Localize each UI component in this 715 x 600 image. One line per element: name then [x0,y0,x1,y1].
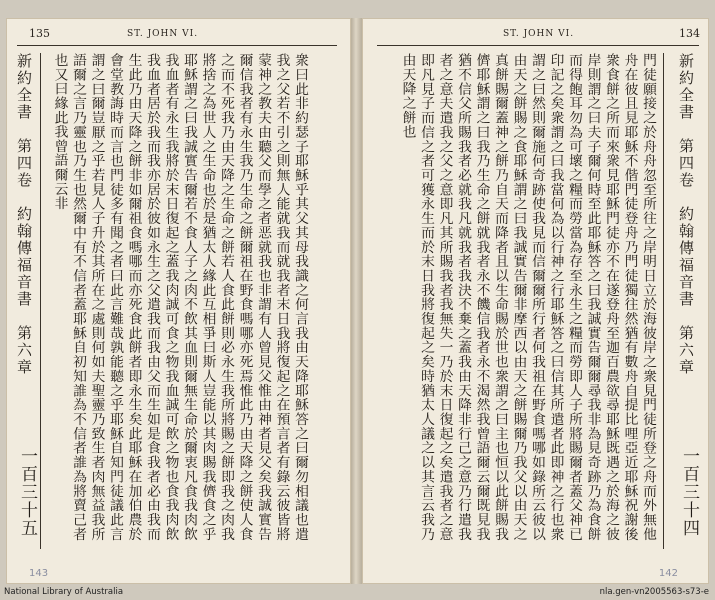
running-header: ST. JOHN VI. [127,29,199,39]
meta-book: 約翰傳福音書 [677,206,695,308]
meta-volume: 第四卷 [15,138,33,189]
page-mark: 一百三十五 [17,447,37,537]
book-meta-column [15,53,32,376]
right-page [362,18,709,584]
page-number: 135 [29,27,50,40]
footer-credit: National Library of Australia [4,587,124,597]
meta-volume: 第四卷 [677,138,695,189]
footer-identifier: nla.gen-vn2005563-s73-e [599,587,709,597]
pencil-note: 143 [29,568,49,579]
book-gutter [351,18,362,584]
page-mark: 一百三十四 [679,447,699,537]
scripture-text: 門徒願接之於舟舟忽至所往之岸明日立於海彼岸之衆見門徒所登之舟而外無他舟在彼且見耶穌不偕門徒登舟乃門徒獨往然猶有數舟自提比哩亞近耶穌祝謝後衆食餅之所而來衆見耶穌門徒亦不在遂登舟至迦百農欲尋耶穌既遇之於海之彼岸則謂之曰夫子爾何時至此耶穌答之曰我誠實告爾爾尋我非為見奇跡乃為食餅而得飽耳勿為可壞之糧而勞當為存至永生之糧而勞即人子所將賜爾者蓋父神已印記之矣衆謂之曰我當何為以行神之行耶穌答之曰信其所遣者此即神之行也衆謂之曰然則爾施何奇跡使我見而信爾爾所行者何我祖在野食嗎哪如錄所云彼以由天之餅賜之食耶穌謂之曰我誠實告爾非摩西以由天之餅賜爾乃我父以由天之真餅賜爾蓋神之餅乃自天而降者且以生命賜於世也衆謂之曰主也恒以此餅賜我儕耶穌謂之曰我乃生命之餅就我者永不饑信我者永不渴然我曾語爾云爾既見我猶不信父所賜我者必就我凡就我者我決不棄之蓋我由天降非行己之意乃行遣我者之意夫遣我之父之意即凡其所賜我者我無失一乃於末日復起之矣遣我者之意即凡見子而信之者可獲永生而於末日我將復起之矣時猶太人議之以其言云我乃由天降之餅也 [399,53,656,541]
running-header: ST. JOHN VI. [503,29,575,39]
column-rule [40,53,41,549]
pencil-note: 142 [658,568,678,579]
meta-title: 新約全書 [15,53,33,121]
meta-chapter: 第六章 [15,325,33,376]
left-page [6,18,351,584]
meta-chapter: 第六章 [677,325,695,376]
page-number: 134 [679,27,700,40]
meta-title: 新約全書 [677,53,695,121]
scripture-text: 衆曰此非約瑟子耶穌乎其父其母我識之何言我由天降耶穌答之曰爾勿相議也遣我之父若不引之則無人能就我而就我者末日我將復起之在預言者有錄云彼皆將蒙神之教夫由聽父而學之者恶就我也非謂有人曾見父惟由神者見父矣我誠實告爾信我者有永生我乃生命之餅爾祖在野食嗎哪亦死焉惟此乃由天降之餅使人食之而不死我乃由天降之生命之餅若人食此餅則必永生我所將賜之餅即我之肉我將捨之為世人之生命也於是猶太人緣此互相爭曰斯人豈能以其肉賜我儕食之乎耶穌謂之曰我誠實告爾若不食人子之肉不飲其血則爾無生命於爾衷凡食我肉飲我血者有永生我將於末日復起之蓋我肉誠可食之物我血誠可飲之物也食我肉飲我血者居於我而我亦居於彼如永生之父遣我而我由父而生如是食我者必由我而生此乃由天降之餅非如爾祖食嗎哪而亦死食此餅者即永生矣此耶穌在加伯農於會堂教誨時而言也門徒多有聞之者曰此言難哉孰能聽之乎耶穌自知門徒議此言謂之曰爾豈厭之乎若見人子升於其所在之處則何如夫聖靈乃致生者肉無益我所語爾之言乃靈也乃生也然爾中有不信者蓋耶穌自初知誰為不信者誰為將賣己者也又曰緣此我曾語爾云非 [51,53,308,541]
header-rule [377,45,699,46]
column-rule [663,53,664,549]
book-meta-column [677,53,694,376]
meta-book: 約翰傳福音書 [15,206,33,308]
header-rule [17,45,337,46]
footer-bar [0,584,715,600]
